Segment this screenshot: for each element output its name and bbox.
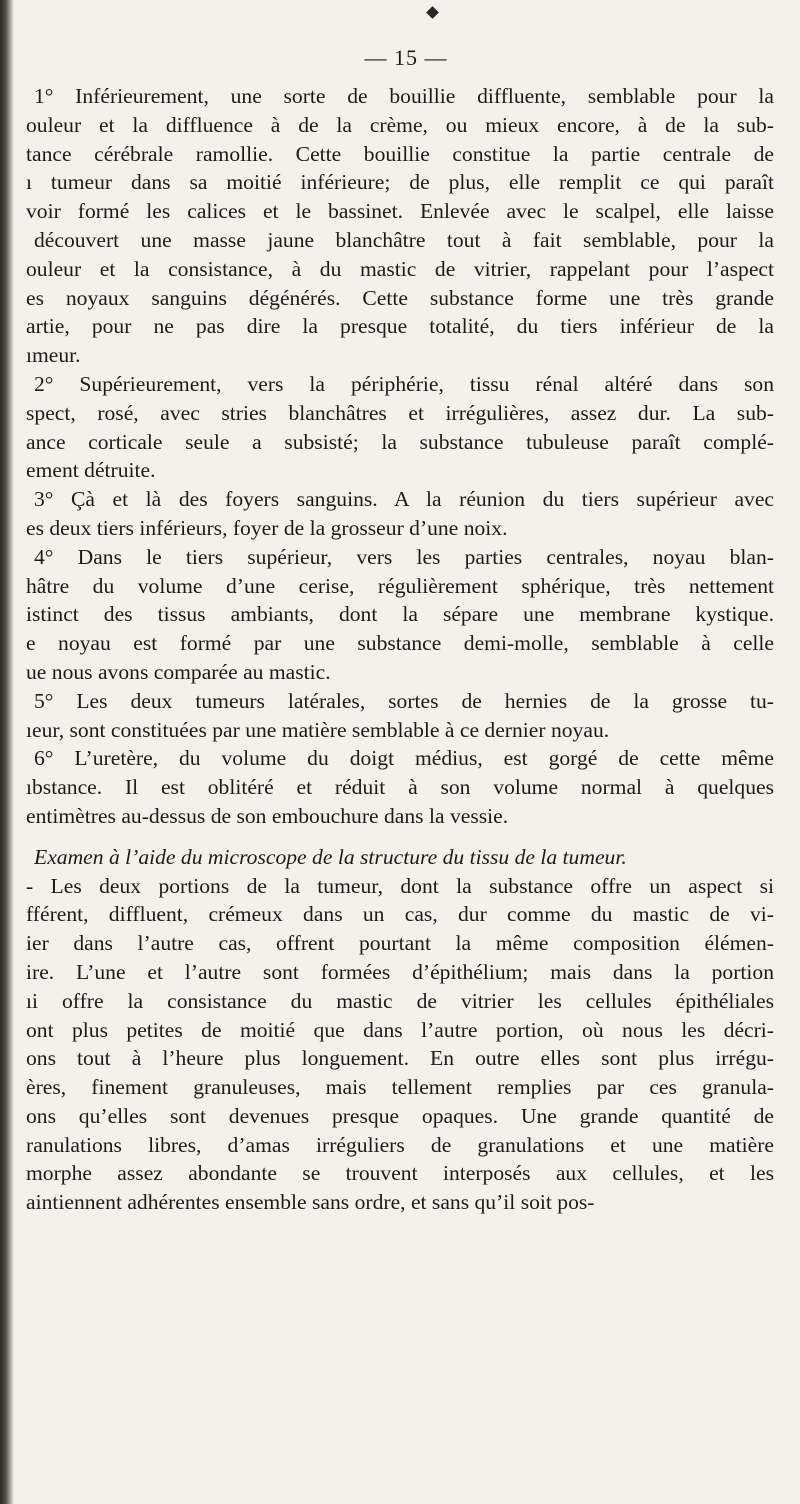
text-line: 2° Supérieurement, vers la périphérie, tissu rénal altéré dans son (34, 371, 774, 396)
text-line: es noyaux sanguins dégénérés. Cette substance forme une très grande (26, 285, 774, 310)
text-line: ons tout à l’heure plus longuement. En outre elles sont plus irrégu- (26, 1046, 774, 1071)
book-gutter-shadow (0, 0, 14, 1504)
text-line: entimètres au-dessus de son embouchure dans la vessie. (26, 803, 509, 828)
section-heading (26, 843, 774, 872)
text-line: artie, pour ne pas dire la presque totalité, du tiers inférieur de la (26, 314, 774, 339)
text-line: tance cérébrale ramollie. Cette bouillie constitue la partie centrale de (26, 141, 774, 166)
text-line: ıbstance. Il est oblitéré et réduit à son volume normal à quelques (26, 775, 774, 800)
text-line: ıeur, sont constituées par une matière semblable à ce dernier noyau. (26, 717, 610, 742)
text-line: 5° Les deux tumeurs latérales, sortes de hernies de la grosse tu- (34, 688, 774, 713)
text-line: - Les deux portions de la tumeur, dont la substance offre un aspect si (26, 873, 774, 898)
text-line: ouleur et la consistance, à du mastic de vitrier, rappelant pour l’aspect (26, 256, 774, 281)
text-line: ères, finement granuleuses, mais tellement remplies par ces granula- (26, 1075, 774, 1100)
page-body (26, 82, 774, 1217)
text-line: ement détruite. (26, 458, 156, 483)
page-number: — 15 — (364, 45, 448, 70)
book-page (26, 0, 786, 1504)
ink-spot (426, 6, 439, 19)
text-line: hâtre du volume d’une cerise, régulièrement sphérique, très nettement (26, 573, 774, 598)
text-line: spect, rosé, avec stries blanchâtres et irrégulières, assez dur. La sub- (26, 400, 774, 425)
text-line: e noyau est formé par une substance demi-molle, semblable à celle (26, 631, 774, 656)
text-line: istinct des tissus ambiants, dont la sépare une membrane kystique. (26, 602, 774, 627)
text-line: ı tumeur dans sa moitié inférieure; de plus, elle remplit ce qui paraît (26, 170, 774, 195)
text-line: ont plus petites de moitié que dans l’autre portion, où nous les décri- (26, 1017, 774, 1042)
text-line: voir formé les calices et le bassinet. Enlevée avec le scalpel, elle laisse (26, 199, 774, 224)
text-line: 4° Dans le tiers supérieur, vers les parties centrales, noyau blan- (34, 544, 774, 569)
text-line: ons qu’elles sont devenues presque opaques. Une grande quantité de (26, 1103, 774, 1128)
text-line: découvert une masse jaune blanchâtre tout à fait semblable, pour la (34, 227, 774, 252)
text-line: morphe assez abondante se trouvent interposés aux cellules, et les (26, 1161, 774, 1186)
section-heading-text: Examen à l’aide du microscope de la structure du tissu de la tumeur. (34, 844, 627, 869)
text-line: ance corticale seule a subsisté; la substance tubuleuse paraît complé- (26, 429, 774, 454)
text-line: ıi offre la consistance du mastic de vitrier les cellules épithéliales (26, 988, 774, 1013)
text-line: ire. L’une et l’autre sont formées d’épithélium; mais dans la portion (26, 959, 774, 984)
text-line: 3° Çà et là des foyers sanguins. A la réunion du tiers supérieur avec (34, 487, 774, 512)
text-line: ımeur. (26, 343, 81, 368)
text-line: ranulations libres, d’amas irréguliers de granulations et une matière (26, 1132, 774, 1157)
text-line: es deux tiers inférieurs, foyer de la grosseur d’une noix. (26, 515, 508, 540)
text-line: ue nous avons comparée au mastic. (26, 659, 331, 684)
text-line: 6° L’uretère, du volume du doigt médius, est gorgé de cette même (34, 746, 774, 771)
text-line: fférent, diffluent, crémeux dans un cas, dur comme du mastic de vi- (26, 902, 774, 927)
section-gap (26, 831, 774, 843)
text-line: ouleur et la diffluence à de la crème, ou mieux encore, à de la sub- (26, 112, 774, 137)
text-line: ier dans l’autre cas, offrent pourtant la même composition élémen- (26, 931, 774, 956)
text-line: 1° Inférieurement, une sorte de bouillie diffluente, semblable pour la (34, 84, 774, 108)
text-line: aintiennent adhérentes ensemble sans ordre, et sans qu’il soit pos- (26, 1190, 595, 1215)
